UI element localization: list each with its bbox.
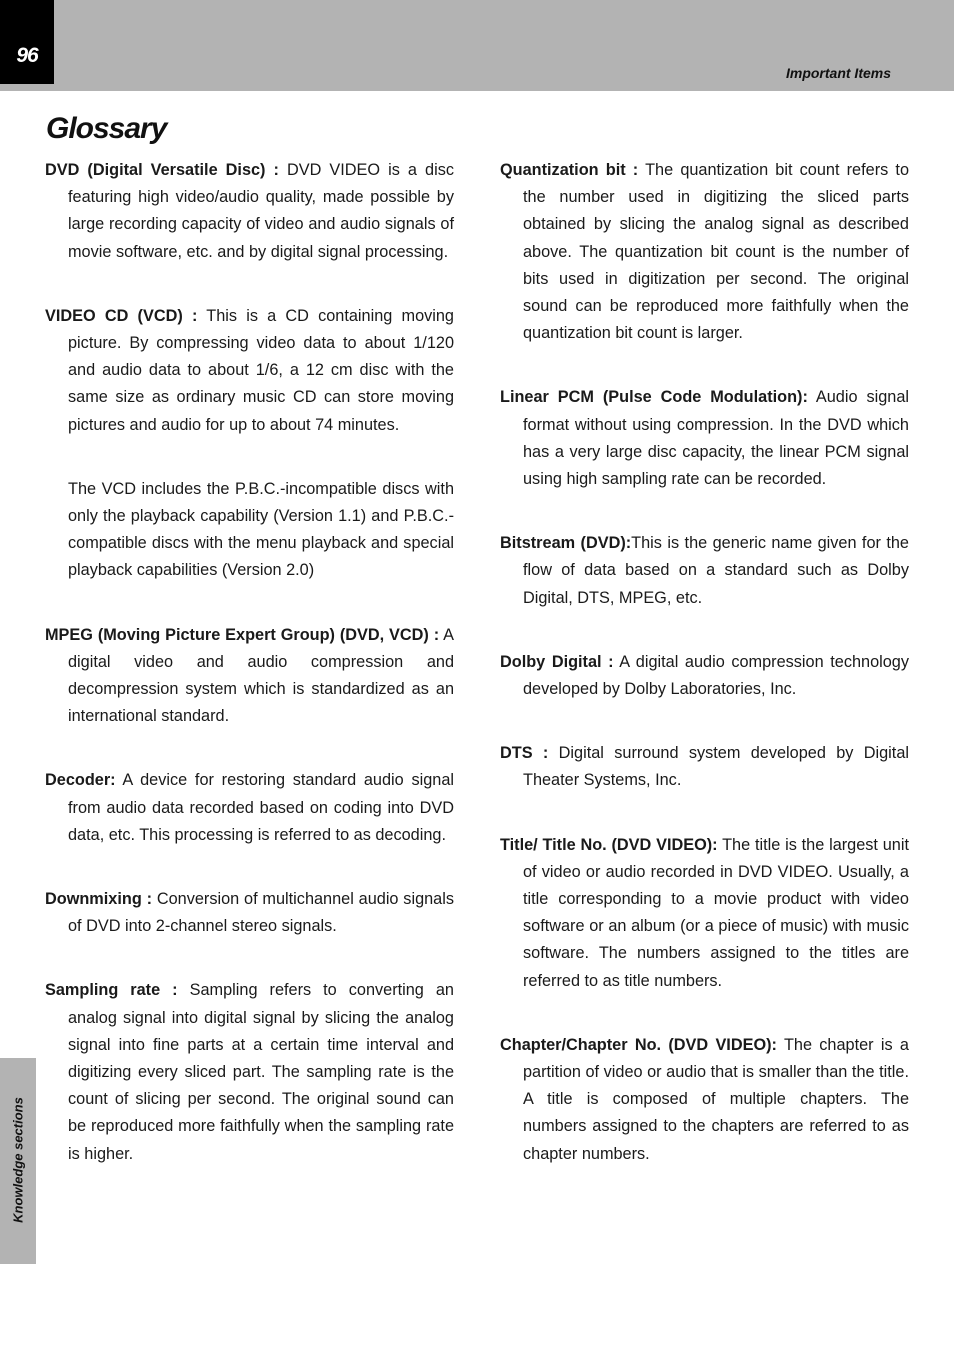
entry-text: A digital video and audio compression and decompression system which is standardized as an international standard.: [68, 625, 454, 726]
glossary-entry: [45, 886, 454, 940]
glossary-entry: [45, 303, 454, 439]
entry-text: Sampling refers to converting an analog signal into digital signal by slicing the analog signal into fine parts at a certain time interval and digitizing every sliced part. The sampling rate is the count of slicing per second. The original sound can be reproduced more faithfully when the sampling rate is higher.: [68, 981, 454, 1163]
entry-text: The chapter is a partition of video or audio that is smaller than the title. A title is composed of multiple chapters. The numbers assigned to the chapters are referred to as chapter numbers.: [523, 1035, 909, 1163]
glossary-entry: [500, 384, 909, 493]
entry-text: A device for restoring standard audio signal from audio data recorded based on coding into DVD data, etc. This processing is referred to as decoding.: [68, 771, 454, 844]
entry-term: Sampling rate :: [45, 981, 178, 1000]
entry-term: Linear PCM (Pulse Code Modulation):: [500, 388, 808, 407]
glossary-entry: [500, 832, 909, 995]
glossary-entry: [45, 767, 454, 849]
glossary-entry: [500, 1032, 909, 1168]
section-title: Important Items: [785, 65, 891, 81]
entry-text: This is the generic name given for the flow of data based on a standard such as Dolby Digital, DTS, MPEG, etc.: [523, 534, 909, 607]
entry-term: Decoder:: [45, 771, 116, 790]
glossary-entry: [45, 157, 454, 266]
glossary-entry: [45, 622, 454, 731]
left-column: [45, 157, 454, 1205]
entry-text: Audio signal format without using compression. In the DVD which has a very large disc capacity, the linear PCM signal using high sampling rate can be recorded.: [523, 388, 909, 489]
entry-term: Chapter/Chapter No. (DVD VIDEO):: [500, 1035, 777, 1054]
glossary-entry-continued: [45, 476, 454, 585]
entry-term: DTS :: [500, 744, 549, 763]
entry-term: DVD (Digital Versatile Disc) :: [45, 161, 279, 179]
entry-text: This is a CD containing moving picture. By compressing video data to about 1/120 and audio data to about 1/6, a 12 cm disc with the same size as ordinary music CD can store moving pictures and audio for up to about 74 minutes.: [68, 306, 454, 434]
entry-text: A digital audio compression technology developed by Dolby Laboratories, Inc.: [523, 652, 909, 699]
entry-term: Title/ Title No. (DVD VIDEO):: [500, 835, 718, 854]
right-column: [500, 157, 909, 1205]
side-tab-label: Knowledge sections: [10, 1097, 26, 1223]
glossary-entry: [500, 649, 909, 703]
entry-term: Quantization bit :: [500, 161, 639, 179]
entry-term: Dolby Digital :: [500, 652, 614, 671]
entry-text: DVD VIDEO is a disc featuring high video/audio quality, made possible by large recording capacity of video and audio signals of movie software, etc. and by digital signal processing.: [68, 161, 454, 261]
entry-term: MPEG (Moving Picture Expert Group) (DVD, VCD) :: [45, 625, 440, 644]
entry-term: Bitstream (DVD):: [500, 534, 632, 553]
entry-text: Digital surround system developed by Digital Theater Systems, Inc.: [523, 744, 909, 790]
page-number-box: [0, 0, 54, 84]
entry-text: The quantization bit count refers to the number used in digitizing the sliced parts obtained by slicing the analog signal as described above. The quantization bit count is the number of bits used in digitization per second. The original sound can be reproduced more faithfully when the quantization bit count is larger.: [523, 161, 909, 343]
entry-text: The title is the largest unit of video or audio recorded in DVD VIDEO. Usually, a title corresponding to a movie product with video software or an album (or a piece of music) with music software. The numbers assigned to the titles are referred to as title numbers.: [523, 835, 910, 990]
entry-term: VIDEO CD (VCD) :: [45, 306, 198, 325]
entry-term: Downmixing :: [45, 890, 153, 909]
page-title: Glossary: [46, 112, 167, 145]
glossary-entry: [45, 977, 454, 1167]
glossary-entry: [500, 740, 909, 794]
entry-text: Conversion of multichannel audio signals of DVD into 2-channel stereo signals.: [68, 890, 454, 936]
page-number: 96: [16, 44, 38, 67]
glossary-entry: [500, 157, 909, 347]
entry-text: The VCD includes the P.B.C.-incompatible discs with only the playback capability (Version 1.1) and P.B.C.-compatible discs with the menu playback and special playback capabilities (Version 2.0): [68, 479, 454, 580]
glossary-entry: [500, 530, 909, 612]
